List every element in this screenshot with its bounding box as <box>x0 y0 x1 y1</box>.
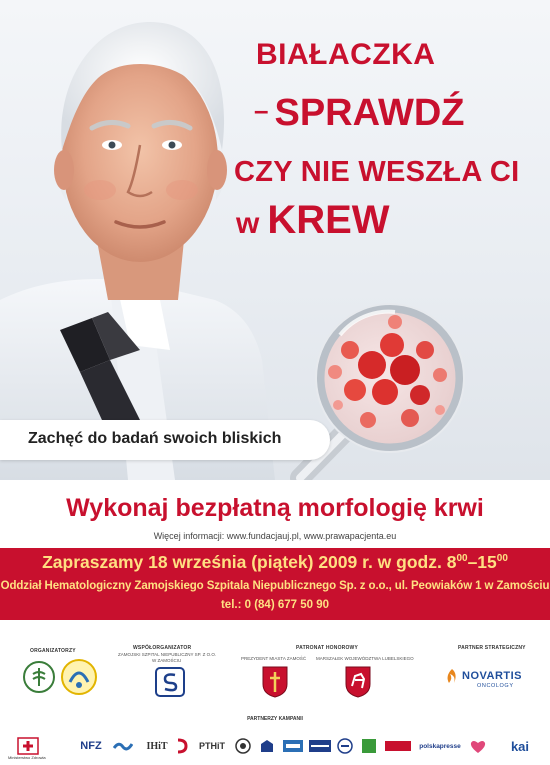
partners-title: PARTNERZY KAMPANII <box>247 716 303 722</box>
headline-line-1: BIAŁACZKA <box>256 38 436 71</box>
time-end-minutes: 00 <box>496 553 508 564</box>
novartis-oncology: ONCOLOGY <box>477 683 514 689</box>
event-date-time <box>0 552 550 573</box>
blue-banner-icon <box>309 740 331 752</box>
more-info-links: Więcej informacji: www.fundacjauj.pl, www.prawapacjenta.eu <box>153 531 397 541</box>
coorganizer-name: ZAMOJSKI SZPITAL NIEPUBLICZNY SP. Z O.O. <box>118 652 217 657</box>
encourage-banner <box>0 420 330 460</box>
headline-line-2 <box>254 92 464 135</box>
partner-logo-13 <box>384 736 412 756</box>
ministry-of-health-icon <box>17 737 39 755</box>
partner-logo-10 <box>308 736 332 756</box>
partner-logo-8 <box>258 736 276 756</box>
time-end-hour: –15 <box>467 552 497 572</box>
partner-nfz-logo: NFZ <box>80 740 102 752</box>
event-address: Oddział Hematologiczny Zamojskiego Szpitala Niepublicznego Sp. z o.o., ul. Peowiaków 1 w Zamościu <box>0 580 550 592</box>
event-band <box>0 548 550 620</box>
patronage-title: PATRONAT HONOROWY <box>296 645 359 651</box>
headline-dash: – <box>254 95 269 125</box>
hospital-logo-icon <box>155 667 185 697</box>
red-symbol-icon <box>175 738 189 754</box>
coorganizer-title: WSPÓŁORGANIZATOR <box>133 645 192 651</box>
building-icon <box>259 738 275 754</box>
red-wordmark-icon <box>385 741 411 751</box>
time-start-minutes: 00 <box>456 553 468 564</box>
foundation-logo-icon <box>22 660 56 694</box>
partner-kai-logo: kai <box>510 738 530 754</box>
green-square-icon <box>361 738 377 754</box>
strategic-partner-title: PARTNER STRATEGICZNY <box>458 645 526 651</box>
organizers-title: ORGANIZATORZY <box>30 648 76 654</box>
partner-ministry-label: Ministerstwo Zdrowia <box>8 755 46 760</box>
partner-logo-15 <box>468 736 488 756</box>
encourage-text: Zachęć do badań swoich bliskich <box>28 430 282 447</box>
organization-logo-icon <box>60 658 98 696</box>
blue-badge-icon <box>283 740 303 752</box>
wave-logo-icon <box>113 739 133 753</box>
pink-heart-icon <box>469 738 487 754</box>
headline-w: w <box>236 207 260 240</box>
novartis-logo: NOVARTIS <box>462 670 523 682</box>
round-emblem-icon <box>235 738 251 754</box>
event-phone: tel.: 0 (84) 677 50 90 <box>220 599 330 611</box>
partner-logo-7 <box>234 736 252 756</box>
partner-logo-5 <box>174 736 190 756</box>
event-date-text: Zapraszamy 18 września (piątek) 2009 r. w godz. 8 <box>42 552 457 572</box>
partner-ihit-logo: IHiT <box>146 740 168 752</box>
headline-line-3: CZY NIE WESZŁA CI <box>234 156 520 188</box>
partner-logo-12 <box>360 736 378 756</box>
partner-pthit-logo: PTHiT <box>199 741 225 751</box>
headline-line-4 <box>236 198 390 243</box>
zamosc-coat-of-arms-icon <box>262 666 288 698</box>
patron-marshal: MARSZAŁEK WOJEWÓDZTWA LUBELSKIEGO <box>316 656 414 661</box>
novartis-flame-icon <box>444 668 460 684</box>
partner-logo-3 <box>112 736 134 756</box>
headline-check: SPRAWDŹ <box>274 92 465 134</box>
call-to-action: Wykonaj bezpłatną morfologię krwi <box>66 494 484 522</box>
headline-blood: KREW <box>267 198 390 242</box>
partner-ministry-logo <box>14 736 42 756</box>
partner-polskapresse-logo: polskapresse <box>419 742 461 750</box>
lublin-voivodeship-coat-of-arms-icon <box>345 666 371 698</box>
coorganizer-city: W ZAMOŚCIU <box>152 658 182 663</box>
circle-seal-icon <box>337 738 353 754</box>
patron-mayor: PREZYDENT MIASTA ZAMOŚĆ <box>241 656 307 661</box>
partner-logo-11 <box>336 736 354 756</box>
partner-logo-9 <box>282 736 304 756</box>
